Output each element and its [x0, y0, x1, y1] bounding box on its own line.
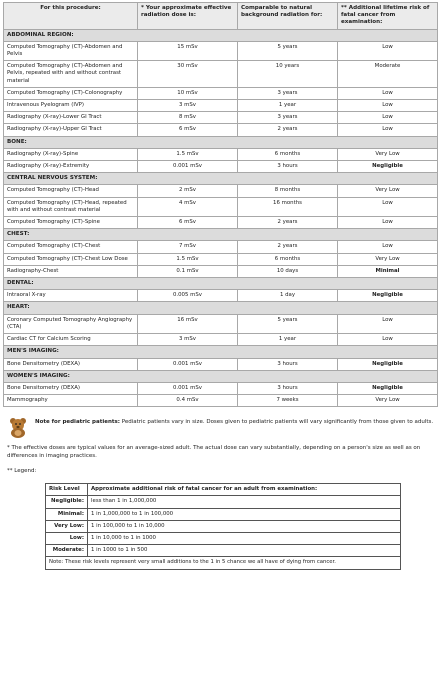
header-procedure: For this procedure: — [4, 3, 138, 30]
table-row — [4, 358, 438, 370]
dose-cell: 10 mSv — [138, 87, 238, 99]
pediatric-note — [7, 416, 436, 438]
section-header-row — [4, 229, 438, 241]
section-header-row — [4, 370, 438, 382]
procedure-cell: Computed Tomography (CT)-Head — [4, 185, 138, 197]
table-row — [4, 161, 438, 173]
table-row — [4, 334, 438, 346]
comparable-cell: 1 year — [238, 334, 338, 346]
comparable-cell: 6 months — [238, 148, 338, 160]
legend-text: less than 1 in 1,000,000 — [88, 496, 401, 508]
legend-row — [46, 545, 401, 557]
procedure-cell: Intravenous Pyelogram (IVP) — [4, 100, 138, 112]
section-header-row — [4, 29, 438, 41]
procedure-cell: Radiography (X-ray)-Lower GI Tract — [4, 112, 138, 124]
section-title: WOMEN'S IMAGING: — [4, 370, 438, 382]
comparable-cell: 7 weeks — [238, 395, 338, 407]
legend-level: Negligible: — [46, 496, 88, 508]
dose-cell: 0.1 mSv — [138, 265, 238, 277]
pediatric-label: Note for pediatric patients: — [35, 419, 120, 426]
risk-cell: Very Low — [338, 148, 438, 160]
risk-cell: Negligible — [338, 290, 438, 302]
header-risk: ** Additional lifetime risk of fatal cancer from examination: — [338, 3, 438, 30]
procedure-cell: Bone Densitometry (DEXA) — [4, 358, 138, 370]
legend-text: 1 in 1000 to 1 in 500 — [88, 545, 401, 557]
comparable-cell: 5 years — [238, 41, 338, 60]
comparable-cell: 3 years — [238, 112, 338, 124]
risk-cell: Minimal — [338, 265, 438, 277]
dose-cell: 7 mSv — [138, 241, 238, 253]
comparable-cell: 6 months — [238, 253, 338, 265]
dose-cell: 16 mSv — [138, 314, 238, 333]
pediatric-text: Pediatric patients vary in size. Doses given to pediatric patients will vary significantly from those given to adults. — [121, 419, 434, 426]
table-row — [4, 382, 438, 394]
legend-row — [46, 496, 401, 508]
comparable-cell: 2 years — [238, 124, 338, 136]
comparable-cell: 3 hours — [238, 358, 338, 370]
procedure-cell: Bone Densitometry (DEXA) — [4, 382, 138, 394]
risk-legend-table — [45, 483, 401, 569]
procedure-cell: Radiography (X-ray)-Extremity — [4, 161, 138, 173]
section-header-row — [4, 302, 438, 314]
table-body — [4, 29, 438, 407]
procedure-cell: Radiography (X-ray)-Spine — [4, 148, 138, 160]
risk-cell: Negligible — [338, 161, 438, 173]
legend-level: Moderate: — [46, 545, 88, 557]
legend-note-row — [46, 557, 401, 569]
table-row — [4, 265, 438, 277]
comparable-cell: 10 days — [238, 265, 338, 277]
table-row — [4, 124, 438, 136]
risk-cell: Low — [338, 41, 438, 60]
table-row — [4, 314, 438, 333]
dose-cell: 6 mSv — [138, 217, 238, 229]
risk-cell: Very Low — [338, 185, 438, 197]
comparable-cell: 16 months — [238, 197, 338, 216]
dose-cell: 0.001 mSv — [138, 382, 238, 394]
table-row — [4, 41, 438, 60]
legend-col-risk-level: Risk Level — [46, 484, 88, 496]
procedure-cell: Computed Tomography (CT)-Colonography — [4, 87, 138, 99]
section-title: MEN'S IMAGING: — [4, 346, 438, 358]
section-title: ABDOMINAL REGION: — [4, 29, 438, 41]
risk-cell: Low — [338, 124, 438, 136]
legend-text: 1 in 100,000 to 1 in 10,000 — [88, 520, 401, 532]
dose-cell: 6 mSv — [138, 124, 238, 136]
dose-cell: 0.4 mSv — [138, 395, 238, 407]
section-header-row — [4, 173, 438, 185]
table-row — [4, 100, 438, 112]
risk-cell: Low — [338, 334, 438, 346]
procedure-cell: Computed Tomography (CT)-Spine — [4, 217, 138, 229]
dose-cell: 0.001 mSv — [138, 358, 238, 370]
legend-text: 1 in 1,000,000 to 1 in 100,000 — [88, 508, 401, 520]
risk-cell: Low — [338, 197, 438, 216]
table-row — [4, 112, 438, 124]
dose-cell: 30 mSv — [138, 61, 238, 88]
dose-cell: 0.001 mSv — [138, 161, 238, 173]
procedure-cell: Radiography-Chest — [4, 265, 138, 277]
legend-level: Minimal: — [46, 508, 88, 520]
procedure-cell: Computed Tomography (CT)-Head, repeated with and without contrast material — [4, 197, 138, 216]
table-row — [4, 253, 438, 265]
table-row — [4, 185, 438, 197]
legend-note: Note: These risk levels represent very small additions to the 1 in 5 chance we all have of dying from cancer. — [46, 557, 401, 569]
comparable-cell: 2 years — [238, 217, 338, 229]
comparable-cell: 5 years — [238, 314, 338, 333]
legend-row — [46, 520, 401, 532]
table-row — [4, 395, 438, 407]
procedure-cell: Mammography — [4, 395, 138, 407]
procedure-cell: Radiography (X-ray)-Upper GI Tract — [4, 124, 138, 136]
comparable-cell: 3 hours — [238, 161, 338, 173]
table-row — [4, 241, 438, 253]
procedure-cell: Computed Tomography (CT)-Abdomen and Pelvis, repeated with and without contrast material — [4, 61, 138, 88]
risk-cell: Negligible — [338, 358, 438, 370]
table-row — [4, 148, 438, 160]
legend-col-description: Approximate additional risk of fatal cancer for an adult from examination: — [88, 484, 401, 496]
dose-cell: 8 mSv — [138, 112, 238, 124]
comparable-cell: 3 hours — [238, 382, 338, 394]
procedure-cell: Intraoral X-ray — [4, 290, 138, 302]
teddy-bear-icon — [7, 416, 29, 438]
comparable-cell: 10 years — [238, 61, 338, 88]
legend-row — [46, 532, 401, 544]
table-row — [4, 61, 438, 88]
table-row — [4, 87, 438, 99]
dose-cell: 4 mSv — [138, 197, 238, 216]
risk-cell: Low — [338, 314, 438, 333]
section-header-row — [4, 136, 438, 148]
table-header — [4, 3, 438, 30]
dose-cell: 3 mSv — [138, 100, 238, 112]
risk-cell: Low — [338, 217, 438, 229]
page — [3, 2, 440, 570]
legend-level: Very Low: — [46, 520, 88, 532]
risk-cell: Low — [338, 241, 438, 253]
radiation-dose-table — [3, 2, 438, 407]
effective-dose-note: * The effective doses are typical values for an average-sized adult. The actual dose can vary substantially, depending on a person's size as well as on differences in imaging practices. — [7, 445, 421, 459]
legend-label: ** Legend: — [7, 467, 37, 474]
risk-cell: Very Low — [338, 395, 438, 407]
section-header-row — [4, 278, 438, 290]
comparable-cell: 1 year — [238, 100, 338, 112]
section-title: HEART: — [4, 302, 438, 314]
risk-cell: Low — [338, 100, 438, 112]
table-row — [4, 217, 438, 229]
procedure-cell: Computed Tomography (CT)-Abdomen and Pelvis — [4, 41, 138, 60]
procedure-cell: Coronary Computed Tomography Angiography (CTA) — [4, 314, 138, 333]
dose-cell: 15 mSv — [138, 41, 238, 60]
comparable-cell: 1 day — [238, 290, 338, 302]
risk-cell: Negligible — [338, 382, 438, 394]
risk-cell: Moderate — [338, 61, 438, 88]
section-title: CHEST: — [4, 229, 438, 241]
section-title: DENTAL: — [4, 278, 438, 290]
risk-cell: Low — [338, 112, 438, 124]
table-row — [4, 290, 438, 302]
comparable-cell: 3 years — [238, 87, 338, 99]
dose-cell: 0.005 mSv — [138, 290, 238, 302]
procedure-cell: Cardiac CT for Calcium Scoring — [4, 334, 138, 346]
dose-cell: 1.5 mSv — [138, 148, 238, 160]
table-row — [4, 197, 438, 216]
legend-row — [46, 508, 401, 520]
section-title: CENTRAL NERVOUS SYSTEM: — [4, 173, 438, 185]
dose-cell: 3 mSv — [138, 334, 238, 346]
legend-header — [46, 484, 401, 496]
comparable-cell: 2 years — [238, 241, 338, 253]
dose-cell: 1.5 mSv — [138, 253, 238, 265]
risk-cell: Very Low — [338, 253, 438, 265]
notes — [3, 416, 440, 569]
comparable-cell: 8 months — [238, 185, 338, 197]
legend-text: 1 in 10,000 to 1 in 1000 — [88, 532, 401, 544]
dose-cell: 2 mSv — [138, 185, 238, 197]
procedure-cell: Computed Tomography (CT)-Chest Low Dose — [4, 253, 138, 265]
header-comparable: Comparable to natural background radiation for: — [238, 3, 338, 30]
legend-level: Low: — [46, 532, 88, 544]
section-header-row — [4, 346, 438, 358]
section-title: BONE: — [4, 136, 438, 148]
procedure-cell: Computed Tomography (CT)-Chest — [4, 241, 138, 253]
header-dose: * Your approximate effective radiation dose is: — [138, 3, 238, 30]
risk-cell: Low — [338, 87, 438, 99]
